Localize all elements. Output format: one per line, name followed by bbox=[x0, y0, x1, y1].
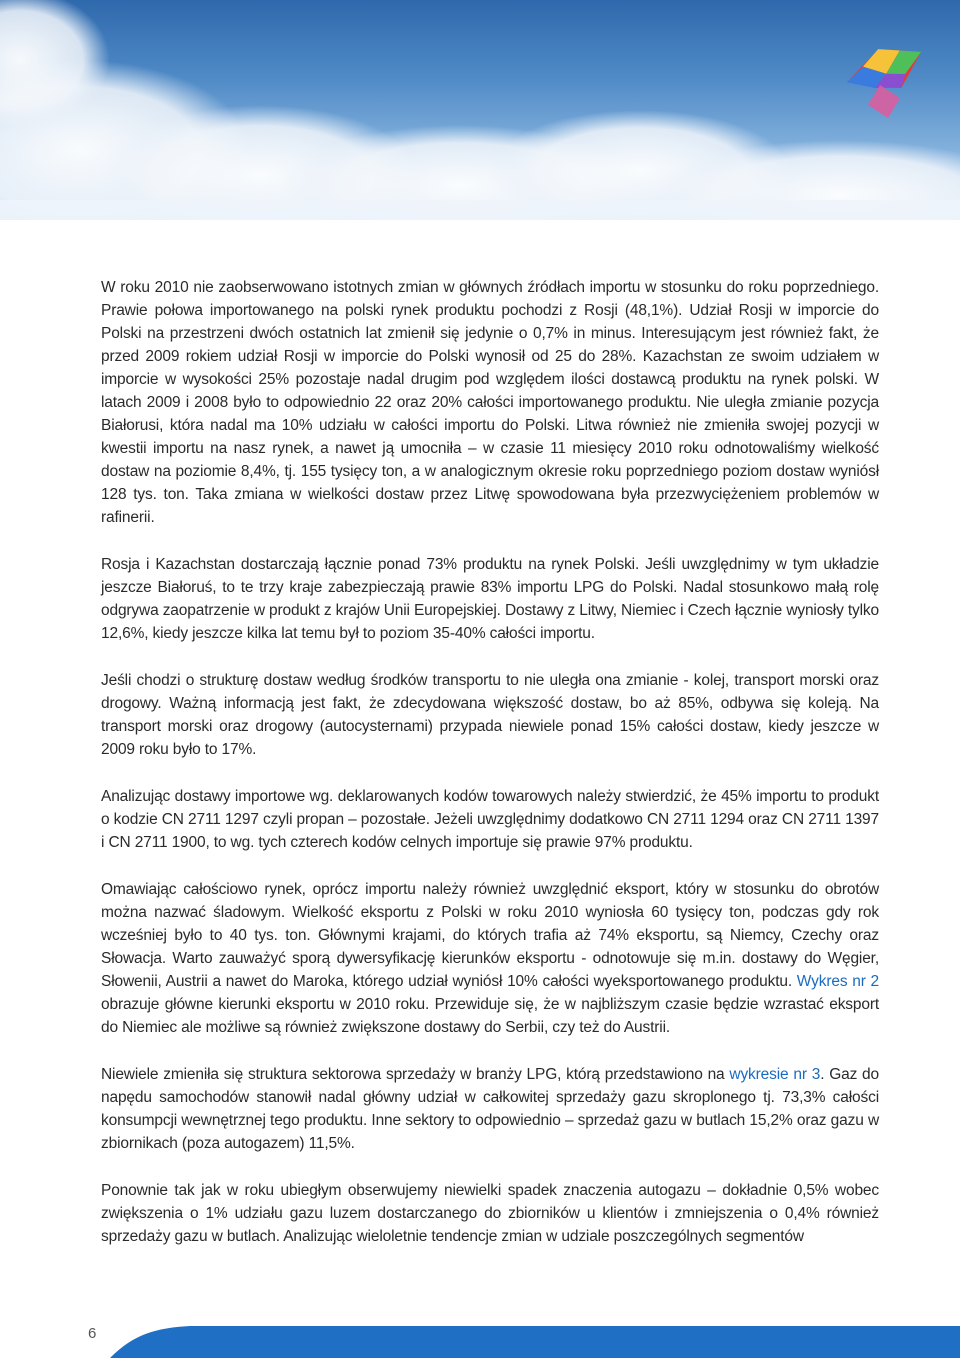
paragraph: W roku 2010 nie zaobserwowano istotnych zmian w głównych źródłach importu w stosunku do roku poprzedniego. Prawie połowa importowanego na polski rynek produktu pochodzi z Rosji (48,1%). Udział Rosji w imporcie do Polski na przestrzeni dwóch ostatnich lat zmienił się jedynie o 0,7% in minus. Interesującym jest również fakt, że przed 2009 rokiem udział Rosji w imporcie do Polski wynosił od 25 do 28%. Kazachstan ze swoim udziałem w imporcie w wysokości 25% pozostaje nadal drugim pod względem ilości dostawcą produktu na rynek polski. W latach 2009 i 2008 było to odpowiednio 22 oraz 20% całości importowanego produktu. Nie uległa zmianie pozycja Białorusi, która nadal ma 10% udziału w całości importu do Polski. Litwa również nie zmieniła swojej pozycji w kwestii importu na nasz rynek, a nawet ją umocniła – w czasie 11 miesięcy 2010 roku odnotowaliśmy wielkość dostaw na poziomie 8,4%, tj. 155 tysięcy ton, a w analogicznym okresie roku poprzedniego poziom dostaw wyniósł 128 tys. ton. Taka zmiana w wielkości dostaw przez Litwę spowodowana była przezwyciężeniem problemów w rafinerii. bbox=[101, 279, 879, 526]
page-number: 6 bbox=[88, 1325, 97, 1342]
footer-wave bbox=[0, 1318, 960, 1358]
paragraph: Analizując dostawy importowe wg. deklarowanych kodów towarowych należy stwierdzić, że 45% importu to produkt o kodzie CN 2711 1297 czyli propan – pozostałe. Jeżeli uwzględnimy dodatkowo CN 2711 1294 oraz CN 2711 1397 i CN 2711 1900, to wg. tych czterech kodów celnych importuje się prawie 97% produktu. bbox=[101, 788, 879, 851]
header-sky-image bbox=[0, 0, 960, 220]
paragraph: Ponownie tak jak w roku ubiegłym obserwujemy niewielki spadek znaczenia autogazu – dokładnie 0,5% wobec zwiększenia o 1% udziału gazu luzem dostarczanego do zbiorników u klientów i zmniejszenia o 0,4% również sprzedaży gazu w butlach. Analizując wieloletnie tendencje zmian w udziale poszczególnych segmentów bbox=[101, 1182, 879, 1245]
paragraph: Omawiając całościowo rynek, oprócz importu należy również uwzględnić eksport, który w stosunku do obrotów można nazwać śladowym. Wielkość eksportu z Polski w roku 2010 wyniosła 60 tysięcy ton, podczas gdy rok wcześniej było to 40 tys. ton. Głównymi krajami, do których trafia aż 74% eksportu, są Niemcy, Czechy oraz Słowacja. Warto zauważyć sporą dywersyfikację kierunków eksportu - odnotowuje się m.in. dostawy do Węgier, Słowenii, Austrii a nawet do Maroka, którego udział wyniósł 10% całości wyeksportowanego produktu. Wykres nr 2 obrazuje główne kierunki eksportu w 2010 roku. Przewiduje się, że w najbliższym czasie będzie wzrastać eksport do Niemiec ale możliwe są również zwiększone dostawy do Serbii, czy też do Austrii. bbox=[101, 881, 879, 1036]
figure-reference-link[interactable]: Wykres nr 2 bbox=[796, 973, 879, 990]
paragraph: Niewiele zmieniła się struktura sektorowa sprzedaży w branży LPG, którą przedstawiono na wykresie nr 3. Gaz do napędu samochodów stanowił nadal główny udział w całkowitej sprzedaży gazu skroplonego tj. 73,3% całości konsumpcji wewnętrznej tego produktu. Inne sektory to odpowiednio – sprzedaż gazu w butlach 15,2% oraz gazu w zbiornikach (poza autogazem) 11,5%. bbox=[101, 1066, 879, 1152]
paragraph: Jeśli chodzi o strukturę dostaw według środków transportu to nie uległa ona zmianie - kolej, transport morski oraz drogowy. Ważną informacją jest fakt, że zdecydowana większość dostaw, bo aż 85%, odbywa się koleją. Na transport morski oraz drogowy (autocysternami) przypada niewiele ponad 15% całości dostaw, kiedy jeszcze w 2009 roku było to 17%. bbox=[101, 672, 879, 758]
figure-reference-link[interactable]: wykresie nr 3 bbox=[729, 1066, 821, 1083]
paragraph: Rosja i Kazachstan dostarczają łącznie ponad 73% produktu na rynek Polski. Jeśli uwzględnimy w tym układzie jeszcze Białoruś, to te trzy kraje zabezpieczają prawie 83% importu LPG do Polski. Nadal stosunkowo małą rolę odgrywa zaopatrzenie w produkt z krajów Unii Europejskiej. Dostawy z Litwy, Niemiec i Czech łącznie wyniosły tylko 12,6%, kiedy jeszcze kilka lat temu był to poziom 35-40% całości importu. bbox=[101, 556, 879, 642]
article-body bbox=[101, 276, 879, 1272]
sky-clouds-kite-icon bbox=[0, 0, 960, 220]
